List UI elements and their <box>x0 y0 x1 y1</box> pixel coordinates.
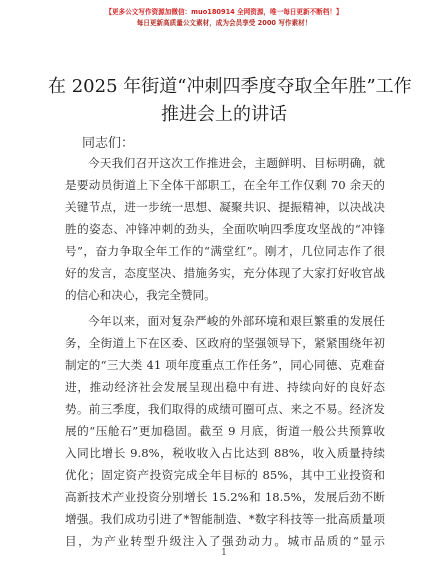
page-number: 1 <box>221 548 227 558</box>
body-line: 优化；固定资产投资完成全年目标的 85%，其中工业投资和 <box>65 468 385 482</box>
document-title-line-1: 在 2025 年街道“冲刺四季度夺取全年胜”工作 <box>48 76 412 97</box>
document-title-line-2: 推进会上的讲话 <box>161 104 287 125</box>
body-line: 好的发言，态度坚决、措施务实，充分体现了大家打好收官战 <box>65 266 385 280</box>
salutation: 同志们： <box>82 136 135 151</box>
promo-banner-line-1: 【更多公文写作资源加微信：muo180914 全网资源，唯一每日更新不断档！】 <box>105 8 343 16</box>
body-line: 务，全街道上下在区委、区政府的坚强领导下，紧紧围绕年初 <box>65 336 385 350</box>
body-line: 高新技术产业投资分别增长 15.2%和 18.5%，发展后劲不断 <box>65 490 385 504</box>
body-line: 是要动员街道上下全体干部职工，在全年工作仅剩 70 余天的 <box>65 178 385 192</box>
body-line: 的信心和决心，我完全赞同。 <box>65 288 216 302</box>
promo-banner-line-2: 每日更新高质量公文素材，成为会员享受 2000 写作素材！ <box>136 19 312 27</box>
body-line: 今天我们召开这次工作推进会，主题鲜明、目标明确，就 <box>88 156 385 170</box>
body-line: 胜的姿态、冲锋冲刺的劲头，全面吹响四季度攻坚战的“冲锋 <box>65 222 385 236</box>
body-line: 展的“压舱石”更加稳固。截至 9 月底，街道一般公共预算收 <box>65 424 385 438</box>
body-line: 势。前三季度，我们取得的成绩可圈可点、来之不易。经济发 <box>65 402 385 416</box>
body-line: 入同比增长 9.8%，税收收入占比达到 88%，收入质量持续 <box>65 446 385 460</box>
body-line: 号”，奋力争取全年工作的“满堂红”。刚才，几位同志作了很 <box>65 244 385 258</box>
body-line: 目，为产业转型升级注入了强劲动力。城市品质的“显示 <box>65 534 385 548</box>
body-line: 进，推动经济社会发展呈现出稳中有进、持续向好的良好态 <box>65 380 385 394</box>
body-line: 制定的“三大类 41 项年度重点工作任务”，同心同德、克难奋 <box>65 358 385 372</box>
body-line: 增强。我们成功引进了*智能制造、*数字科技等一批高质量项 <box>65 512 385 526</box>
body-line: 关键节点，进一步统一思想、凝聚共识、提振精神，以决战决 <box>65 200 385 214</box>
body-line: 今年以来，面对复杂严峻的外部环境和艰巨繁重的发展任 <box>88 314 385 328</box>
